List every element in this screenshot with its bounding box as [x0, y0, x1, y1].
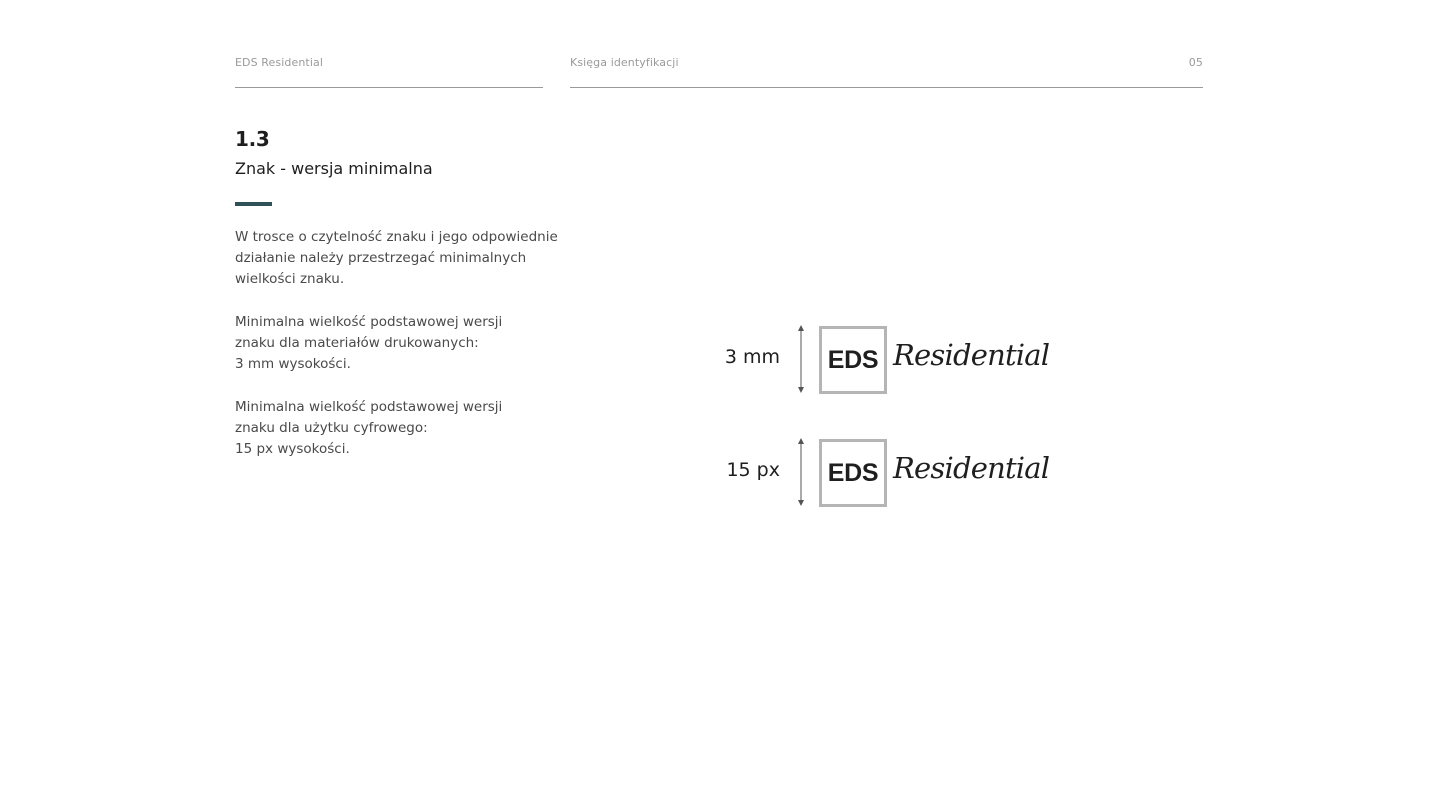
section-accent-bar	[235, 202, 272, 206]
paragraph-line: znaku dla użytku cyfrowego:	[235, 420, 428, 436]
section-number: 1.3	[235, 127, 270, 151]
intro-paragraph	[235, 227, 575, 290]
header-document-title: Księga identyfikacji	[570, 56, 679, 69]
section-title: Znak - wersja minimalna	[235, 159, 433, 178]
paragraph-line: wielkości znaku.	[235, 271, 345, 287]
header-rule-right	[570, 87, 1203, 88]
digital-size-paragraph	[235, 397, 575, 460]
size-label: 15 px	[726, 459, 780, 481]
double-headed-vertical-arrow-icon	[795, 438, 807, 506]
residential-wordmark: Residential	[893, 338, 1050, 372]
paragraph-line: Minimalna wielkość podstawowej wersji	[235, 399, 503, 415]
header-rule-left	[235, 87, 543, 88]
eds-mark-text: EDS	[827, 458, 879, 487]
paragraph-line: działanie należy przestrzegać minimalnych	[235, 250, 527, 266]
paragraph-line: 15 px wysokości.	[235, 441, 350, 457]
header-brand: EDS Residential	[235, 56, 323, 69]
double-headed-vertical-arrow-icon	[795, 325, 807, 393]
size-label: 3 mm	[724, 346, 780, 368]
eds-mark-text: EDS	[827, 345, 879, 374]
residential-wordmark: Residential	[893, 451, 1050, 485]
eds-mark	[819, 326, 887, 394]
paragraph-line: 3 mm wysokości.	[235, 356, 351, 372]
header-page-number: 05	[1188, 56, 1203, 69]
paragraph-line: W trosce o czytelność znaku i jego odpowiednie	[235, 229, 558, 245]
paragraph-line: znaku dla materiałów drukowanych:	[235, 335, 479, 351]
print-size-paragraph	[235, 312, 575, 375]
paragraph-line: Minimalna wielkość podstawowej wersji	[235, 314, 503, 330]
eds-mark	[819, 439, 887, 507]
